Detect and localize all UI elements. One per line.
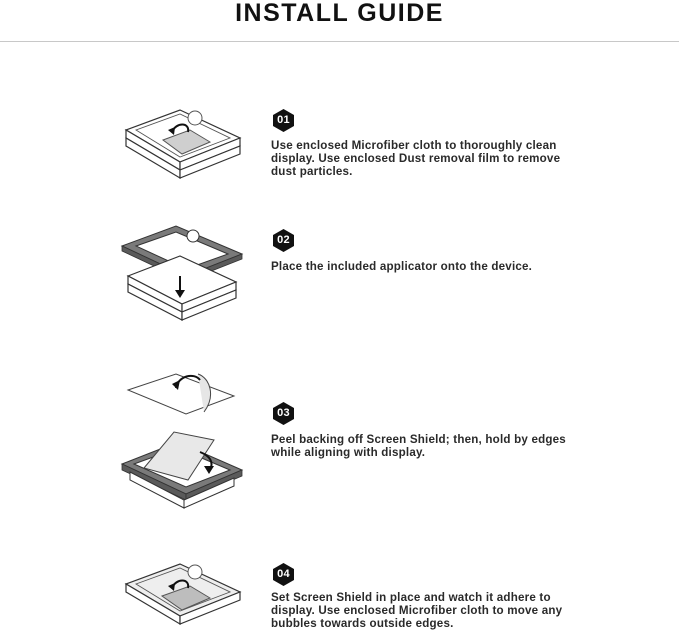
step-4-badge xyxy=(271,562,296,587)
page-title: INSTALL GUIDE xyxy=(235,0,444,27)
step-1-text: Use enclosed Microfiber cloth to thoroughly clean display. Use enclosed Dust removal film to remove dust particles. xyxy=(271,139,561,178)
step-4-text: Set Screen Shield in place and watch it adhere to display. Use enclosed Microfiber cloth to move any bubbles towards outside edges. xyxy=(271,591,563,630)
step-2-text: Place the included applicator onto the device. xyxy=(271,260,533,273)
applicator-placement-illustration xyxy=(118,224,248,324)
step-2-badge xyxy=(271,228,296,253)
shield-adhere-illustration xyxy=(118,560,248,628)
step-1-badge xyxy=(271,108,296,133)
step-2-number: 02 xyxy=(277,234,290,246)
step-4-number: 04 xyxy=(277,568,290,580)
peel-backing-illustration xyxy=(118,366,248,514)
step-1-number: 01 xyxy=(277,114,290,126)
header-divider xyxy=(0,41,679,42)
device-cleaning-illustration xyxy=(118,102,248,182)
step-3-badge xyxy=(271,401,296,426)
step-3-text: Peel backing off Screen Shield; then, hold by edges while aligning with display. xyxy=(271,433,566,459)
step-3-number: 03 xyxy=(277,407,290,419)
